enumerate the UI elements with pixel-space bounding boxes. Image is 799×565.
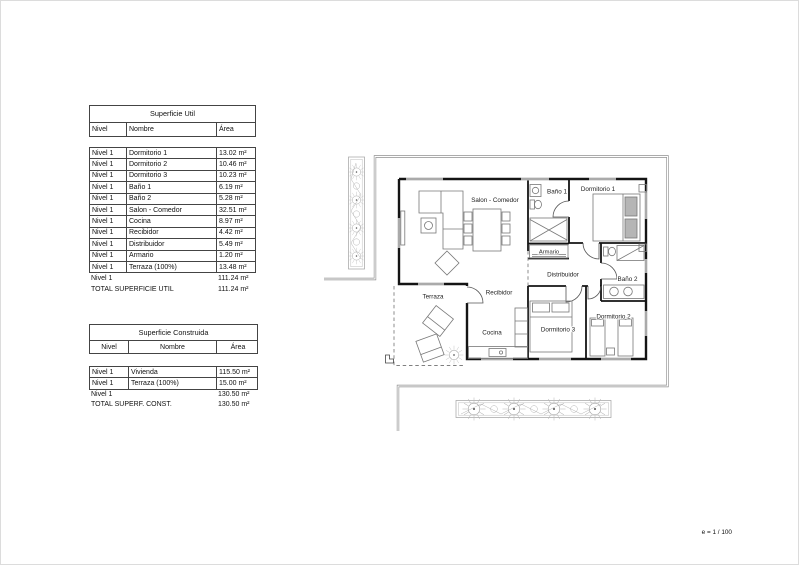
cell-area: 5.28 m² [219,195,243,203]
cell-area: 1.20 m² [219,252,243,260]
cell-nombre: Salon - Comedor [127,205,217,215]
table-header-row [89,341,258,354]
cell-nombre: Baño 2 [127,194,217,204]
hedge-left [348,157,365,269]
room-label-dormitorio1: Dormitorio 1 [580,186,616,193]
room-label-cocina: Cocina [482,329,502,337]
table-row [90,216,255,227]
shrub-icon [583,397,606,420]
room-label-salon-comedor: Salon - Comedor [471,197,519,204]
cell-area: 10.23 m² [219,172,247,180]
room-label-dormitorio3: Dormitorio 3 [540,326,576,334]
dashed-lines [394,251,528,366]
cell-nombre: Armario [127,251,217,261]
cell-nombre: Baño 1 [127,182,217,192]
table-header-row [89,123,256,137]
entrance-door [467,287,483,303]
cell-area: 115.50 m² [219,368,250,376]
cell-nombre: Terraza (100%) [127,262,217,272]
cell-nombre: Distribuidor [127,239,217,249]
shrub-icon [502,397,525,420]
header-nivel: Nivel [90,123,127,136]
bed-dormitorio1 [593,185,647,252]
total-row: TOTAL SUPERFICIE UTIL 111.24 m² [91,286,249,294]
room-label-bano2: Baño 2 [617,276,638,283]
cell-nivel: Nivel 1 [90,194,127,204]
cell-nivel: Nivel 1 [90,182,127,192]
cell-area: 32.51 m² [219,206,247,214]
header-area: Área [230,343,246,351]
cell-nombre: Dormitorio 1 [127,148,217,158]
cell-nivel: Nivel 1 [90,171,127,181]
dining-table [464,209,510,251]
table-title: Superficie Util [89,105,256,123]
cell-area: 13.02 m² [219,149,247,157]
bano2-door [601,263,617,279]
hedge-bottom [456,397,611,420]
superficie-util-table [89,105,256,295]
beds-dormitorio2 [590,318,633,356]
table-row [90,239,255,250]
subtotal-row: Nivel 1 111.24 m² [91,275,249,283]
header-nombre: Nombre [127,123,217,136]
total-row: TOTAL SUPERF. CONST. 130.50 m² [91,401,250,409]
table-title: Superficie Construida [89,324,258,341]
shrub-icon [462,397,485,420]
table-row [90,159,255,170]
furniture [401,185,647,365]
table-row [90,171,255,182]
cell-nivel: Nivel 1 [90,216,127,226]
header-nivel: Nivel [90,341,129,353]
room-label-armario: Armario [538,249,560,256]
cell-nivel: Nivel 1 [90,378,129,388]
room-label-dormitorio2: Dormitorio 2 [596,313,631,321]
cell-area: 13.48 m² [219,263,247,271]
cell-area: 15.00 m² [219,380,247,388]
table-row [90,205,255,216]
table-row [90,228,255,239]
cell-nivel: Nivel 1 [90,159,127,169]
dormitorio2-door [588,286,601,299]
room-label-distribuidor: Distribuidor [547,271,579,279]
dormitorio1-door [583,243,599,259]
cell-area: 5.49 m² [219,240,243,248]
dormitorio3-door [566,286,582,302]
cell-area: 8.97 m² [219,218,243,226]
cell-nombre: Cocina [127,216,217,226]
table-body [89,366,258,390]
coffee-table [435,251,459,275]
cell-nombre: Terraza (100%) [129,378,217,388]
table-row [90,378,257,389]
table-row [90,182,255,193]
cell-nivel: Nivel 1 [90,148,127,158]
cell-area: 4.42 m² [219,229,243,237]
cell-nivel: Nivel 1 [90,367,129,377]
side-table [421,218,436,233]
table-body [89,147,256,273]
shrub-icon [542,397,565,420]
house-walls [399,179,646,359]
header-area: Área [219,126,234,133]
header-nombre: Nombre [129,341,217,353]
room-label-recibidor: Recibidor [485,289,513,297]
table-row [90,262,255,273]
plant-icon [445,346,464,365]
terrace-corner-marker [386,355,394,363]
cell-nombre: Dormitorio 2 [127,159,217,169]
terrace-chair [423,306,454,337]
terrace-chair [416,334,444,362]
table-row [90,148,255,159]
table-row [90,251,255,262]
cell-nombre: Recibidor [127,228,217,238]
cell-nivel: Nivel 1 [90,251,127,261]
cell-nivel: Nivel 1 [90,228,127,238]
room-label-terraza: Terraza [422,293,444,301]
table-row [90,194,255,205]
cell-nivel: Nivel 1 [90,239,127,249]
cell-area: 6.19 m² [219,183,243,191]
cell-nombre: Dormitorio 3 [127,171,217,181]
subtotal-row: Nivel 1 130.50 m² [91,391,250,399]
room-label-bano1: Baño 1 [547,188,567,196]
sofa [419,191,463,249]
cell-area: 10.46 m² [219,161,247,169]
cell-nivel: Nivel 1 [90,262,127,272]
scale-note: e = 1 / 100 [701,529,732,536]
cell-nombre: Vivienda [129,367,217,377]
cell-nivel: Nivel 1 [90,205,127,215]
bano2-fixtures [604,246,645,299]
superficie-construida-table [89,324,258,410]
tv-unit [401,211,405,245]
table-row [90,367,257,378]
bano1-door [553,201,569,217]
